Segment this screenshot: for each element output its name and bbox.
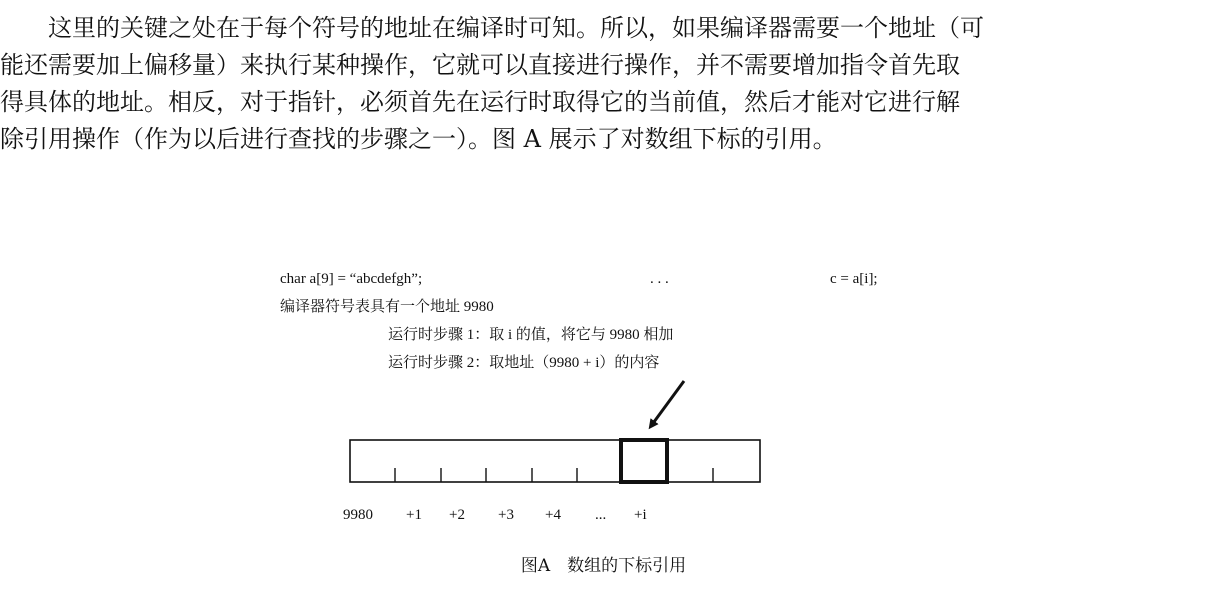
code-assignment: c = a[i]; xyxy=(830,271,878,287)
paragraph-line-2: 能还需要加上偏移量）来执行某种操作，它就可以直接进行操作，并不需要增加指令首先取 xyxy=(0,51,960,79)
paragraph-line-4: 除引用操作（作为以后进行查找的步骤之一）。图 A 展示了对数组下标的引用。 xyxy=(0,125,837,153)
offset-label-1: +1 xyxy=(406,507,422,523)
paragraph-line-3: 得具体的地址。相反，对于指针，必须首先在运行时取得它的当前值，然后才能对它进行解 xyxy=(0,88,960,116)
offset-label-i: +i xyxy=(634,507,647,523)
offset-label-2: +2 xyxy=(449,507,465,523)
runtime-step-2: 运行时步骤 2：取地址（9980 + i）的内容 xyxy=(388,355,660,371)
pointer-arrow xyxy=(651,381,684,426)
offset-label-ellipsis: ... xyxy=(595,507,607,523)
runtime-step-1: 运行时步骤 1：取 i 的值，将它与 9980 相加 xyxy=(388,327,674,343)
figure-caption: 图A 数组的下标引用 xyxy=(520,556,687,576)
offset-label-3: +3 xyxy=(498,507,514,523)
code-ellipsis: . . . xyxy=(650,271,669,287)
offset-label-4: +4 xyxy=(545,507,561,523)
paragraph-line-1: 这里的关键之处在于每个符号的地址在编译时可知。所以，如果编译器需要一个地址（可 xyxy=(48,14,984,42)
symbol-table-note: 编译器符号表具有一个地址 9980 xyxy=(280,299,494,315)
array-cells xyxy=(350,440,760,482)
offset-label-base: 9980 xyxy=(343,507,373,523)
highlighted-cell-i xyxy=(621,440,667,482)
array-outline xyxy=(350,440,760,482)
code-declaration: char a[9] = “abcdefgh”; xyxy=(280,271,423,287)
